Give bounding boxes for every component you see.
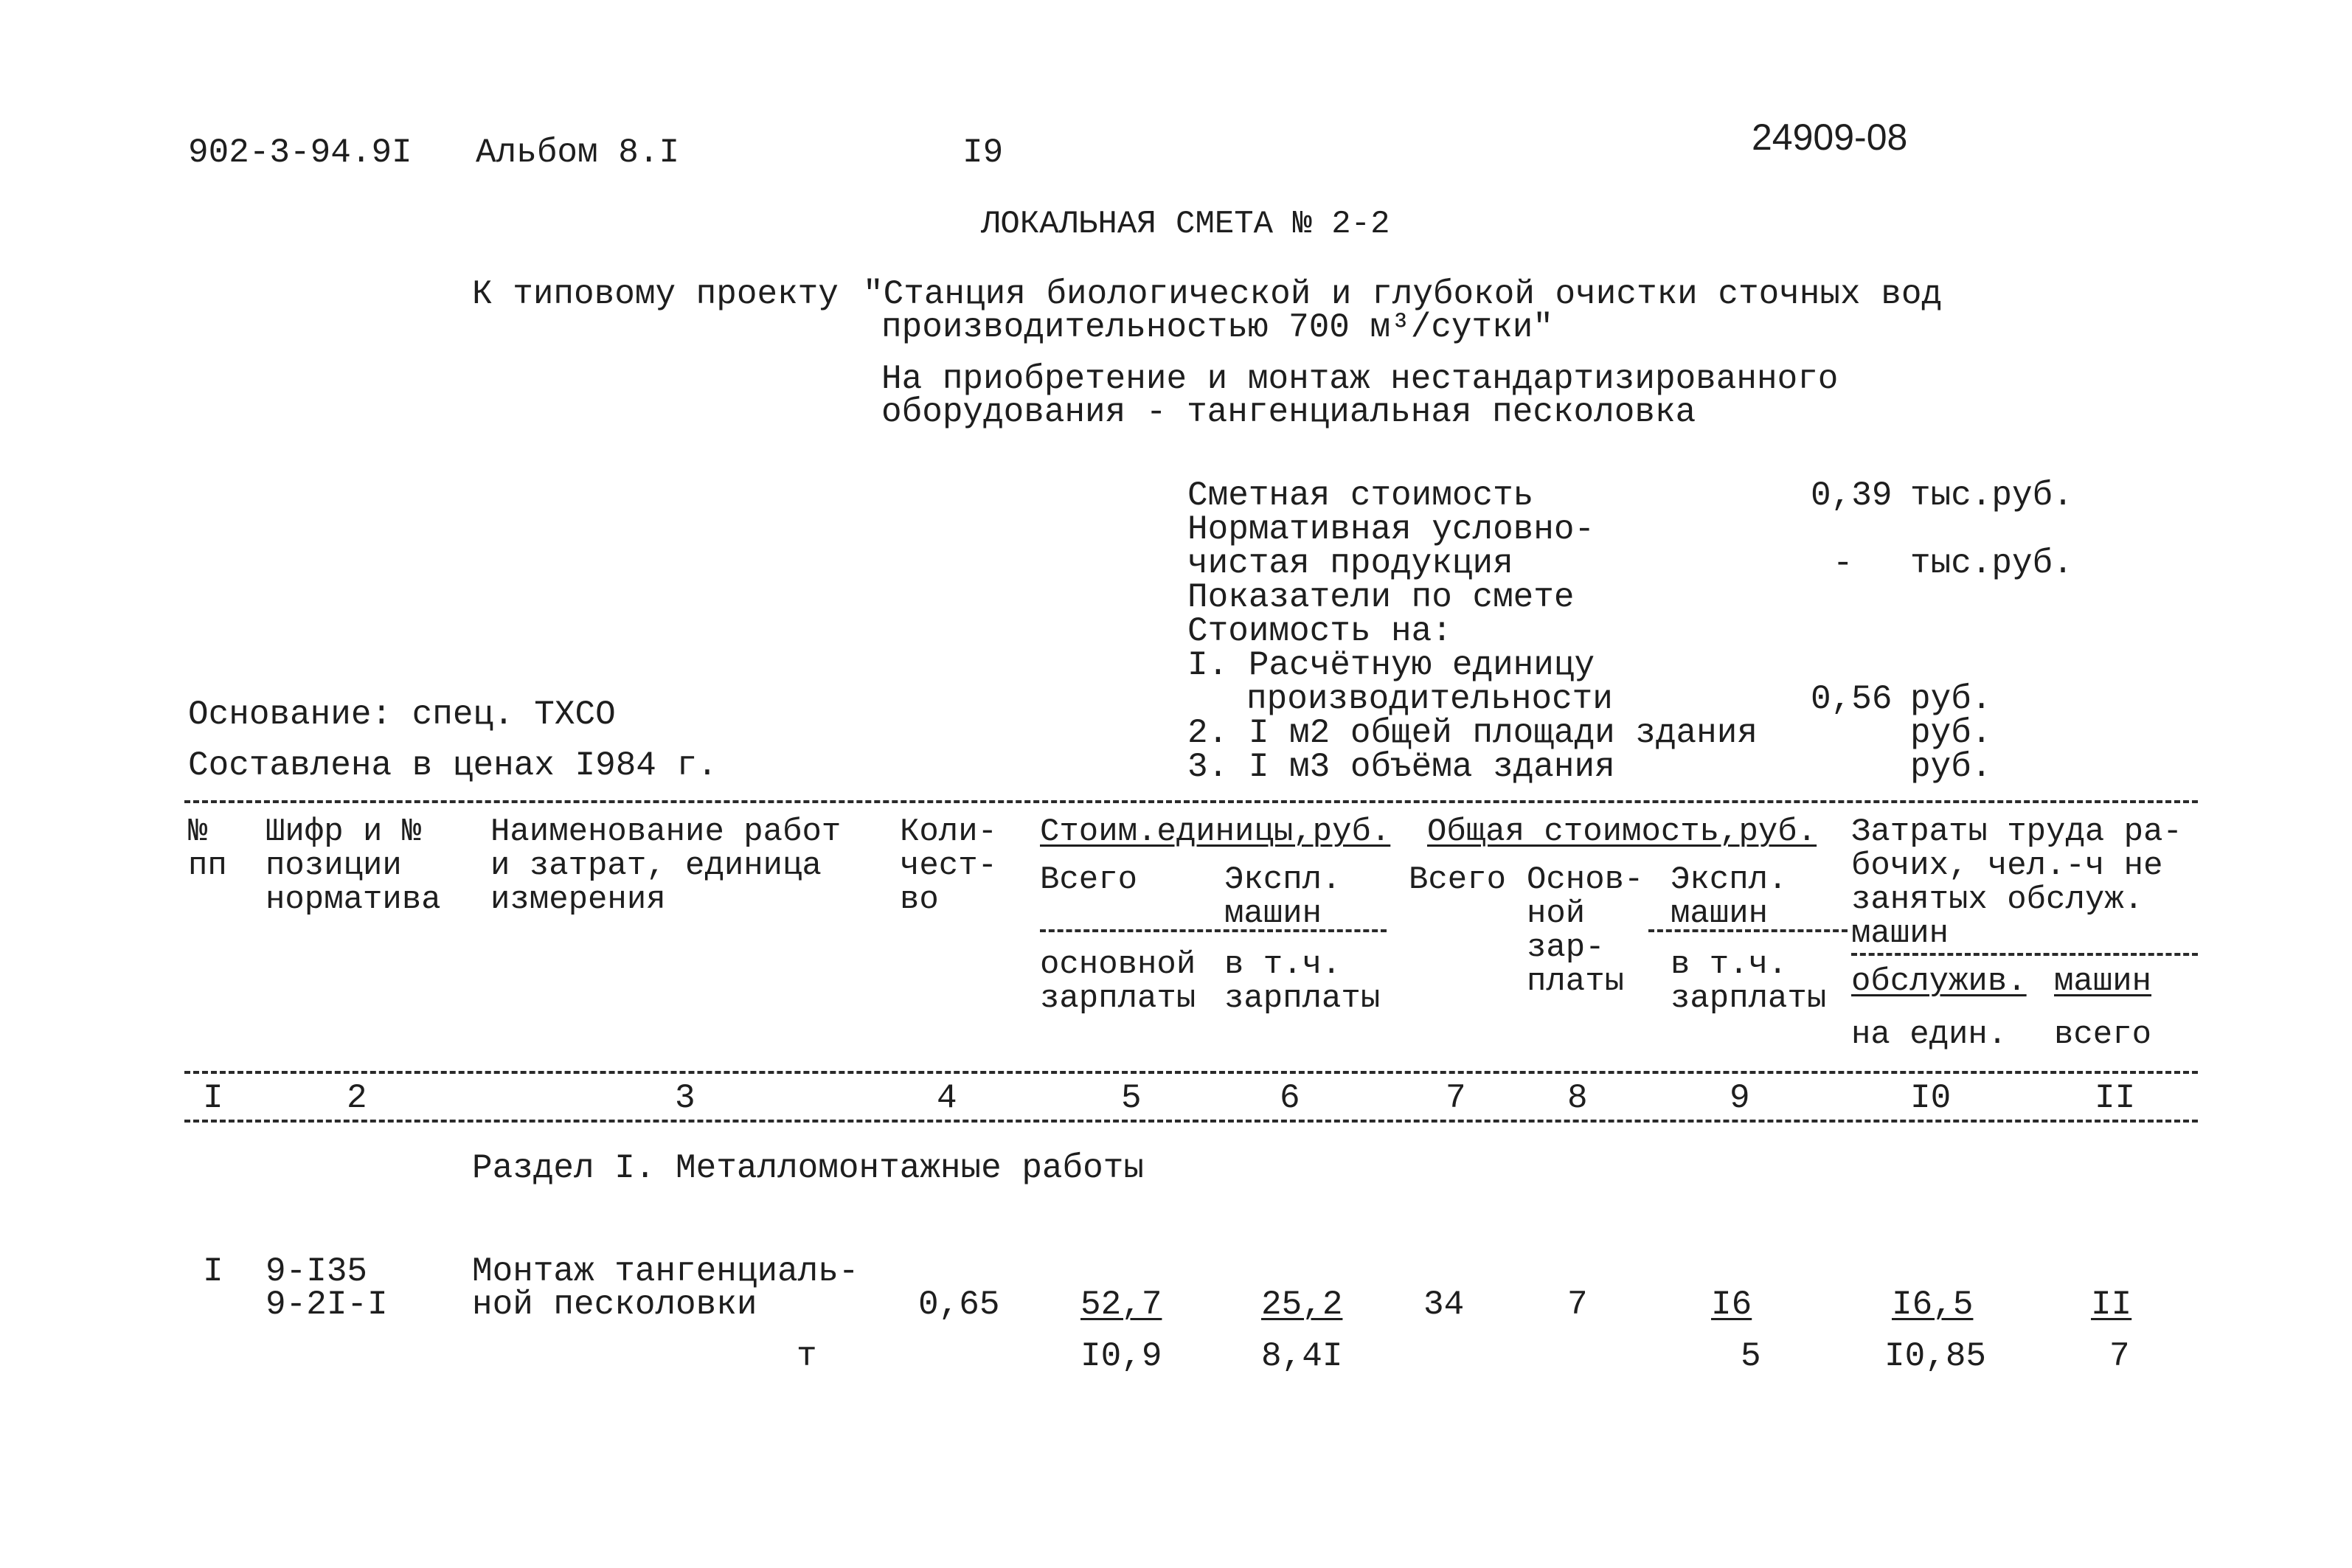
prices-text: Составлена в ценах I984 г. (188, 746, 718, 785)
row-name-1: Монтаж тангенциаль- (472, 1252, 859, 1291)
subheader-rule-1 (1040, 929, 1387, 932)
stamp-number: 24909-08 (1752, 117, 1908, 158)
col-number: I0 (1910, 1079, 1952, 1117)
col-number: 6 (1280, 1079, 1300, 1117)
row-quantity: 0,65 (918, 1286, 1000, 1324)
col-header-9a: Экспл. машин (1671, 861, 1788, 932)
col-header-7: Всего (1409, 861, 1507, 898)
col-header-5a: Всего (1040, 861, 1138, 898)
col-header-10b: на един. (1851, 1016, 2008, 1053)
row-unit: т (797, 1337, 817, 1376)
album-label: Альбом 8.I (476, 133, 680, 172)
summary-net-product-label: чистая продукция (1187, 544, 1513, 583)
summary-item-1-label: I. Расчётную единицу (1187, 646, 1595, 684)
project-line-3: На приобретение и монтаж нестандартизированного (881, 360, 1839, 398)
summary-item-1-unit: руб. (1910, 680, 1992, 718)
row-col7: 34 (1423, 1286, 1465, 1324)
row-col11-top: II (2091, 1286, 2132, 1324)
summary-item-2-unit: руб. (1910, 714, 1992, 752)
row-col5-bottom: I0,9 (1080, 1337, 1162, 1376)
col-header-3: Наименование работ и затрат, единица измерения (490, 814, 842, 918)
project-line-1: "Станция биологической и глубокой очистки сточных вод (863, 275, 1943, 313)
col-number: I (203, 1079, 223, 1117)
row-col11-bottom: 7 (2109, 1337, 2130, 1376)
row-col6-top: 25,2 (1261, 1286, 1343, 1324)
col-header-5b: основной зарплаты (1040, 946, 1196, 1017)
numbers-bottom-rule (184, 1120, 2198, 1123)
summary-item-3-label: 3. I м3 объёма здания (1187, 748, 1615, 786)
document-title: ЛОКАЛЬНАЯ СМЕТА № 2-2 (981, 206, 1390, 243)
col-header-11a: машин (2054, 963, 2152, 1000)
col-header-2: Шифр и № позиции норматива (266, 814, 441, 918)
summary-net-product-value: - (1833, 544, 1853, 583)
summary-item-3-unit: руб. (1910, 748, 1992, 786)
row-name-2: ной песколовки (472, 1286, 757, 1324)
table-top-rule (184, 800, 2198, 803)
project-line-2: производительностью 700 м³/сутки" (881, 308, 1553, 347)
col-number: II (2095, 1079, 2136, 1117)
page-number: I9 (962, 133, 1004, 172)
summary-estimated-cost-unit: тыс.руб. (1910, 476, 2073, 515)
col-header-1: № пп (188, 814, 227, 884)
col-number: 3 (675, 1079, 695, 1117)
summary-item-1-cont: производительности (1246, 680, 1613, 718)
basis-text: Основание: спец. ТХСО (188, 695, 616, 734)
col-group-labor: Затраты труда ра- бочих, чел.-ч не занятых обслуж. машин (1851, 814, 2182, 952)
summary-net-product-unit: тыс.руб. (1910, 544, 2073, 583)
row-col9-top: I6 (1711, 1286, 1752, 1324)
col-number: 4 (937, 1079, 957, 1117)
row-code-2: 9-2I-I (266, 1286, 388, 1324)
col-header-8: Основ- ной зар- платы (1527, 861, 1644, 1000)
row-col9-bottom: 5 (1741, 1337, 1761, 1376)
row-code-1: 9-I35 (266, 1252, 368, 1291)
project-line-4: оборудования - тангенциальная песколовка (881, 393, 1696, 431)
summary-normative-label: Нормативная условно- (1187, 510, 1595, 549)
summary-item-2-label: 2. I м2 общей площади здания (1187, 714, 1758, 752)
col-group-total-cost: Общая стоимость,руб. (1427, 814, 1817, 850)
col-header-6a: Экспл. машин (1224, 861, 1342, 932)
col-header-11b: всего (2054, 1016, 2152, 1053)
col-number: 2 (347, 1079, 367, 1117)
summary-cost-per-label: Стоимость на: (1187, 612, 1452, 651)
col-header-9b: в т.ч. зарплаты (1671, 946, 1827, 1017)
row-col8: 7 (1567, 1286, 1588, 1324)
section-title: Раздел I. Металломонтажные работы (472, 1149, 1144, 1187)
subheader-rule-3 (1851, 953, 2198, 956)
col-number: 8 (1567, 1079, 1588, 1117)
row-col10-top: I6,5 (1892, 1286, 1974, 1324)
col-header-6b: в т.ч. зарплаты (1224, 946, 1381, 1017)
summary-indicators-label: Показатели по смете (1187, 578, 1575, 617)
col-header-4: Коли- чест- во (900, 814, 998, 918)
row-number: I (203, 1252, 223, 1291)
row-col5-top: 52,7 (1080, 1286, 1162, 1324)
summary-estimated-cost-label: Сметная стоимость (1187, 476, 1534, 515)
row-col10-bottom: I0,85 (1884, 1337, 1987, 1376)
row-col6-bottom: 8,4I (1261, 1337, 1343, 1376)
header-bottom-rule (184, 1071, 2198, 1074)
col-number: 9 (1730, 1079, 1750, 1117)
summary-item-1-value: 0,56 (1811, 680, 1893, 718)
summary-estimated-cost-value: 0,39 (1811, 476, 1893, 515)
subheader-rule-2 (1648, 929, 1848, 932)
col-group-unit-cost: Стоим.единицы,руб. (1040, 814, 1391, 850)
col-number: 7 (1446, 1079, 1466, 1117)
col-number: 5 (1121, 1079, 1142, 1117)
document-code: 902-3-94.9I (188, 133, 412, 172)
project-prefix: К типовому проекту (472, 275, 839, 313)
col-header-10a: обслужив. (1851, 963, 2027, 1000)
